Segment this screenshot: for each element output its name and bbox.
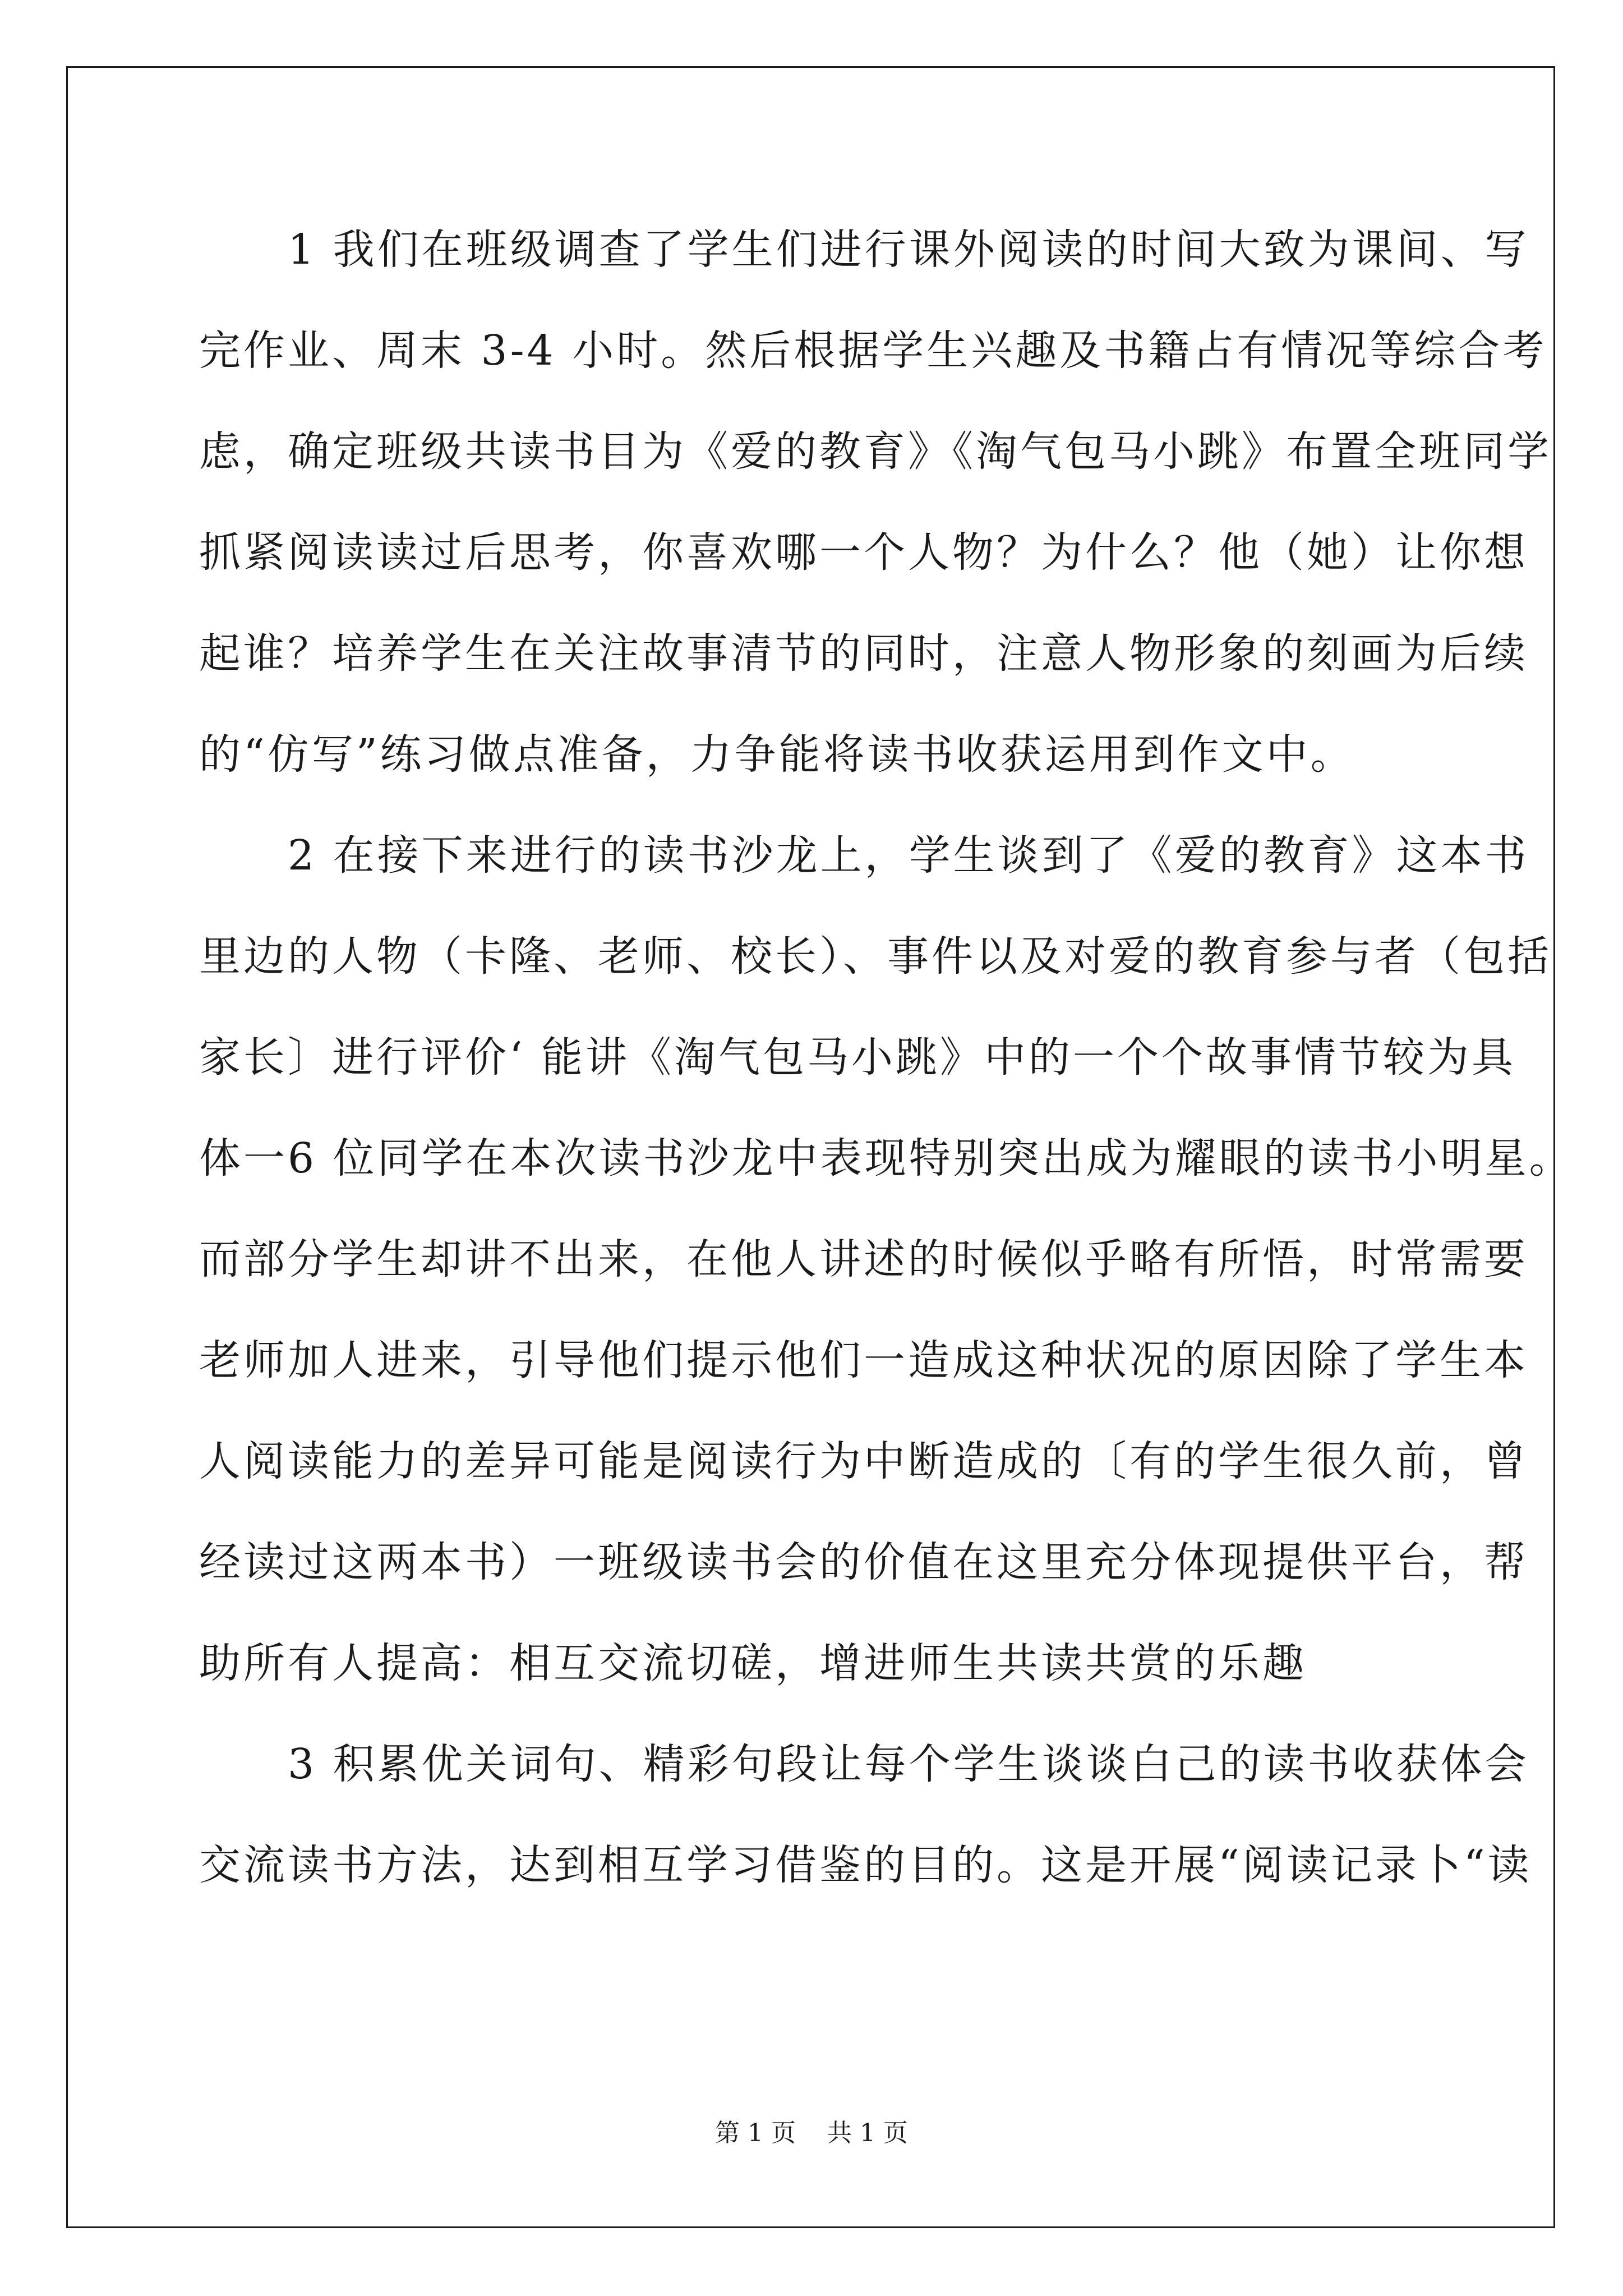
page-footer xyxy=(0,2116,1623,2150)
text-line: 助所有人提高：相互交流切磋，增进师生共读共赏的乐趣 xyxy=(199,1639,1307,1687)
page-total: 共 1 页 xyxy=(827,2119,908,2147)
text-line: 起谁？培养学生在关注故事清节的同时，注意人物形象的刻画为后续 xyxy=(199,629,1528,678)
text-line: 而部分学生却讲不出来，在他人讲述的时候似乎略有所悟，时常需要 xyxy=(199,1235,1528,1283)
text-line: 家长〕进行评价‘ 能讲《淘气包马小跳》中的一个个故事情节较为具 xyxy=(199,1033,1516,1082)
text-line: 里边的人物（卡隆、老师、校长）、事件以及对爱的教育参与者（包括 xyxy=(199,932,1552,981)
text-line: 交流读书方法，达到相互学习借鉴的目的。这是开展“阅读记录卜“读 xyxy=(199,1841,1532,1889)
text-line: 老师加人进来，引导他们提示他们一造成这种状况的原因除了学生本 xyxy=(199,1336,1528,1384)
text-line: 人阅读能力的差异可能是阅读行为中断造成的〔有的学生很久前，曾 xyxy=(199,1437,1528,1485)
text-line: 1 我们在班级调查了学生们进行课外阅读的时间大致为课间、写 xyxy=(199,226,1529,274)
text-line: 抓紧阅读读过后思考，你喜欢哪一个人物？为什么？他（她）让你想 xyxy=(199,528,1528,577)
document-body xyxy=(199,216,1574,1932)
text-line: 2 在接下来进行的读书沙龙上，学生谈到了《爱的教育》这本书 xyxy=(199,831,1529,880)
text-line: 的“仿写”练习做点准备，力争能将读书收获运用到作文中。 xyxy=(199,730,1355,779)
text-line: 虑，确定班级共读书目为《爱的教育》《淘气包马小跳》布置全班同学 xyxy=(199,427,1552,476)
page-number: 第 1 页 xyxy=(715,2119,796,2147)
text-line: 3 积累优关词句、精彩句段让每个学生谈谈白己的读书收获体会 xyxy=(199,1740,1529,1788)
text-line: 经读过这两本书）一班级读书会的价值在这里充分体现提供平台，帮 xyxy=(199,1538,1528,1586)
text-line: 完作业、周末 3-4 小时。然后根据学生兴趣及书籍占有情况等综合考 xyxy=(199,326,1547,375)
text-line: 体一6 位同学在本次读书沙龙中表现特别突出成为耀眼的读书小明星。 xyxy=(199,1134,1574,1182)
